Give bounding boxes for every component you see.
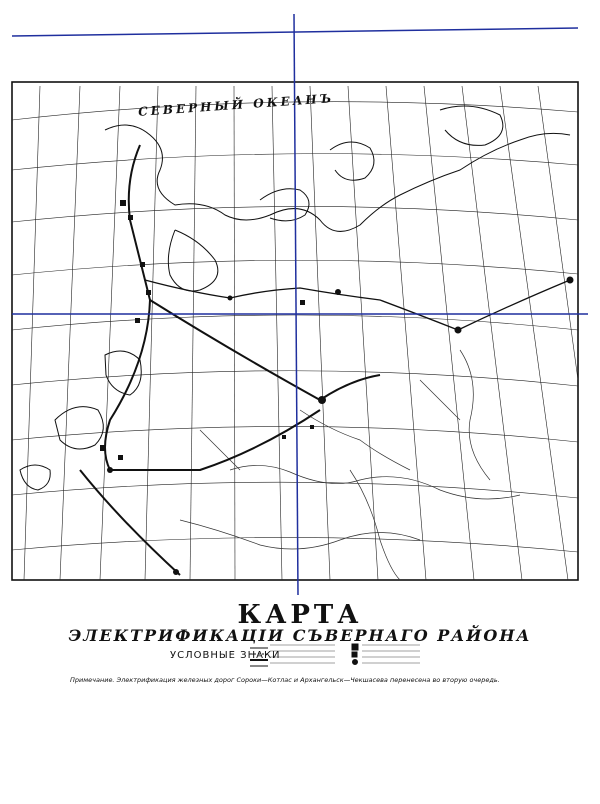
lake-ladoga — [55, 407, 103, 449]
stations — [100, 200, 574, 575]
railway-south — [80, 470, 180, 575]
lake-onega — [105, 351, 141, 395]
transmission-lines — [145, 280, 570, 330]
ocean-label: СЕВЕРНЫЙ ОКЕАНЪ — [137, 91, 335, 119]
guide-line-top — [12, 28, 578, 36]
legend-heading: УСЛОВНЫЕ ЗНАКИ — [170, 650, 281, 661]
railway-east — [110, 410, 320, 470]
graticule-meridians — [24, 86, 578, 580]
map-subtitle: ЭЛЕКТРИФИКАЦІИ СЪВЕРНАГО РАЙОНА — [68, 626, 532, 645]
map-footnote: Примечание. Электрификация железных дорог Сороки—Котлас и Архангельск—Чекшасева перенесена во вторую очередь. — [70, 676, 500, 684]
railways — [80, 145, 380, 575]
railway-murman — [105, 145, 150, 470]
railway-branch — [320, 375, 380, 400]
map-title: КАРТА — [237, 600, 363, 630]
